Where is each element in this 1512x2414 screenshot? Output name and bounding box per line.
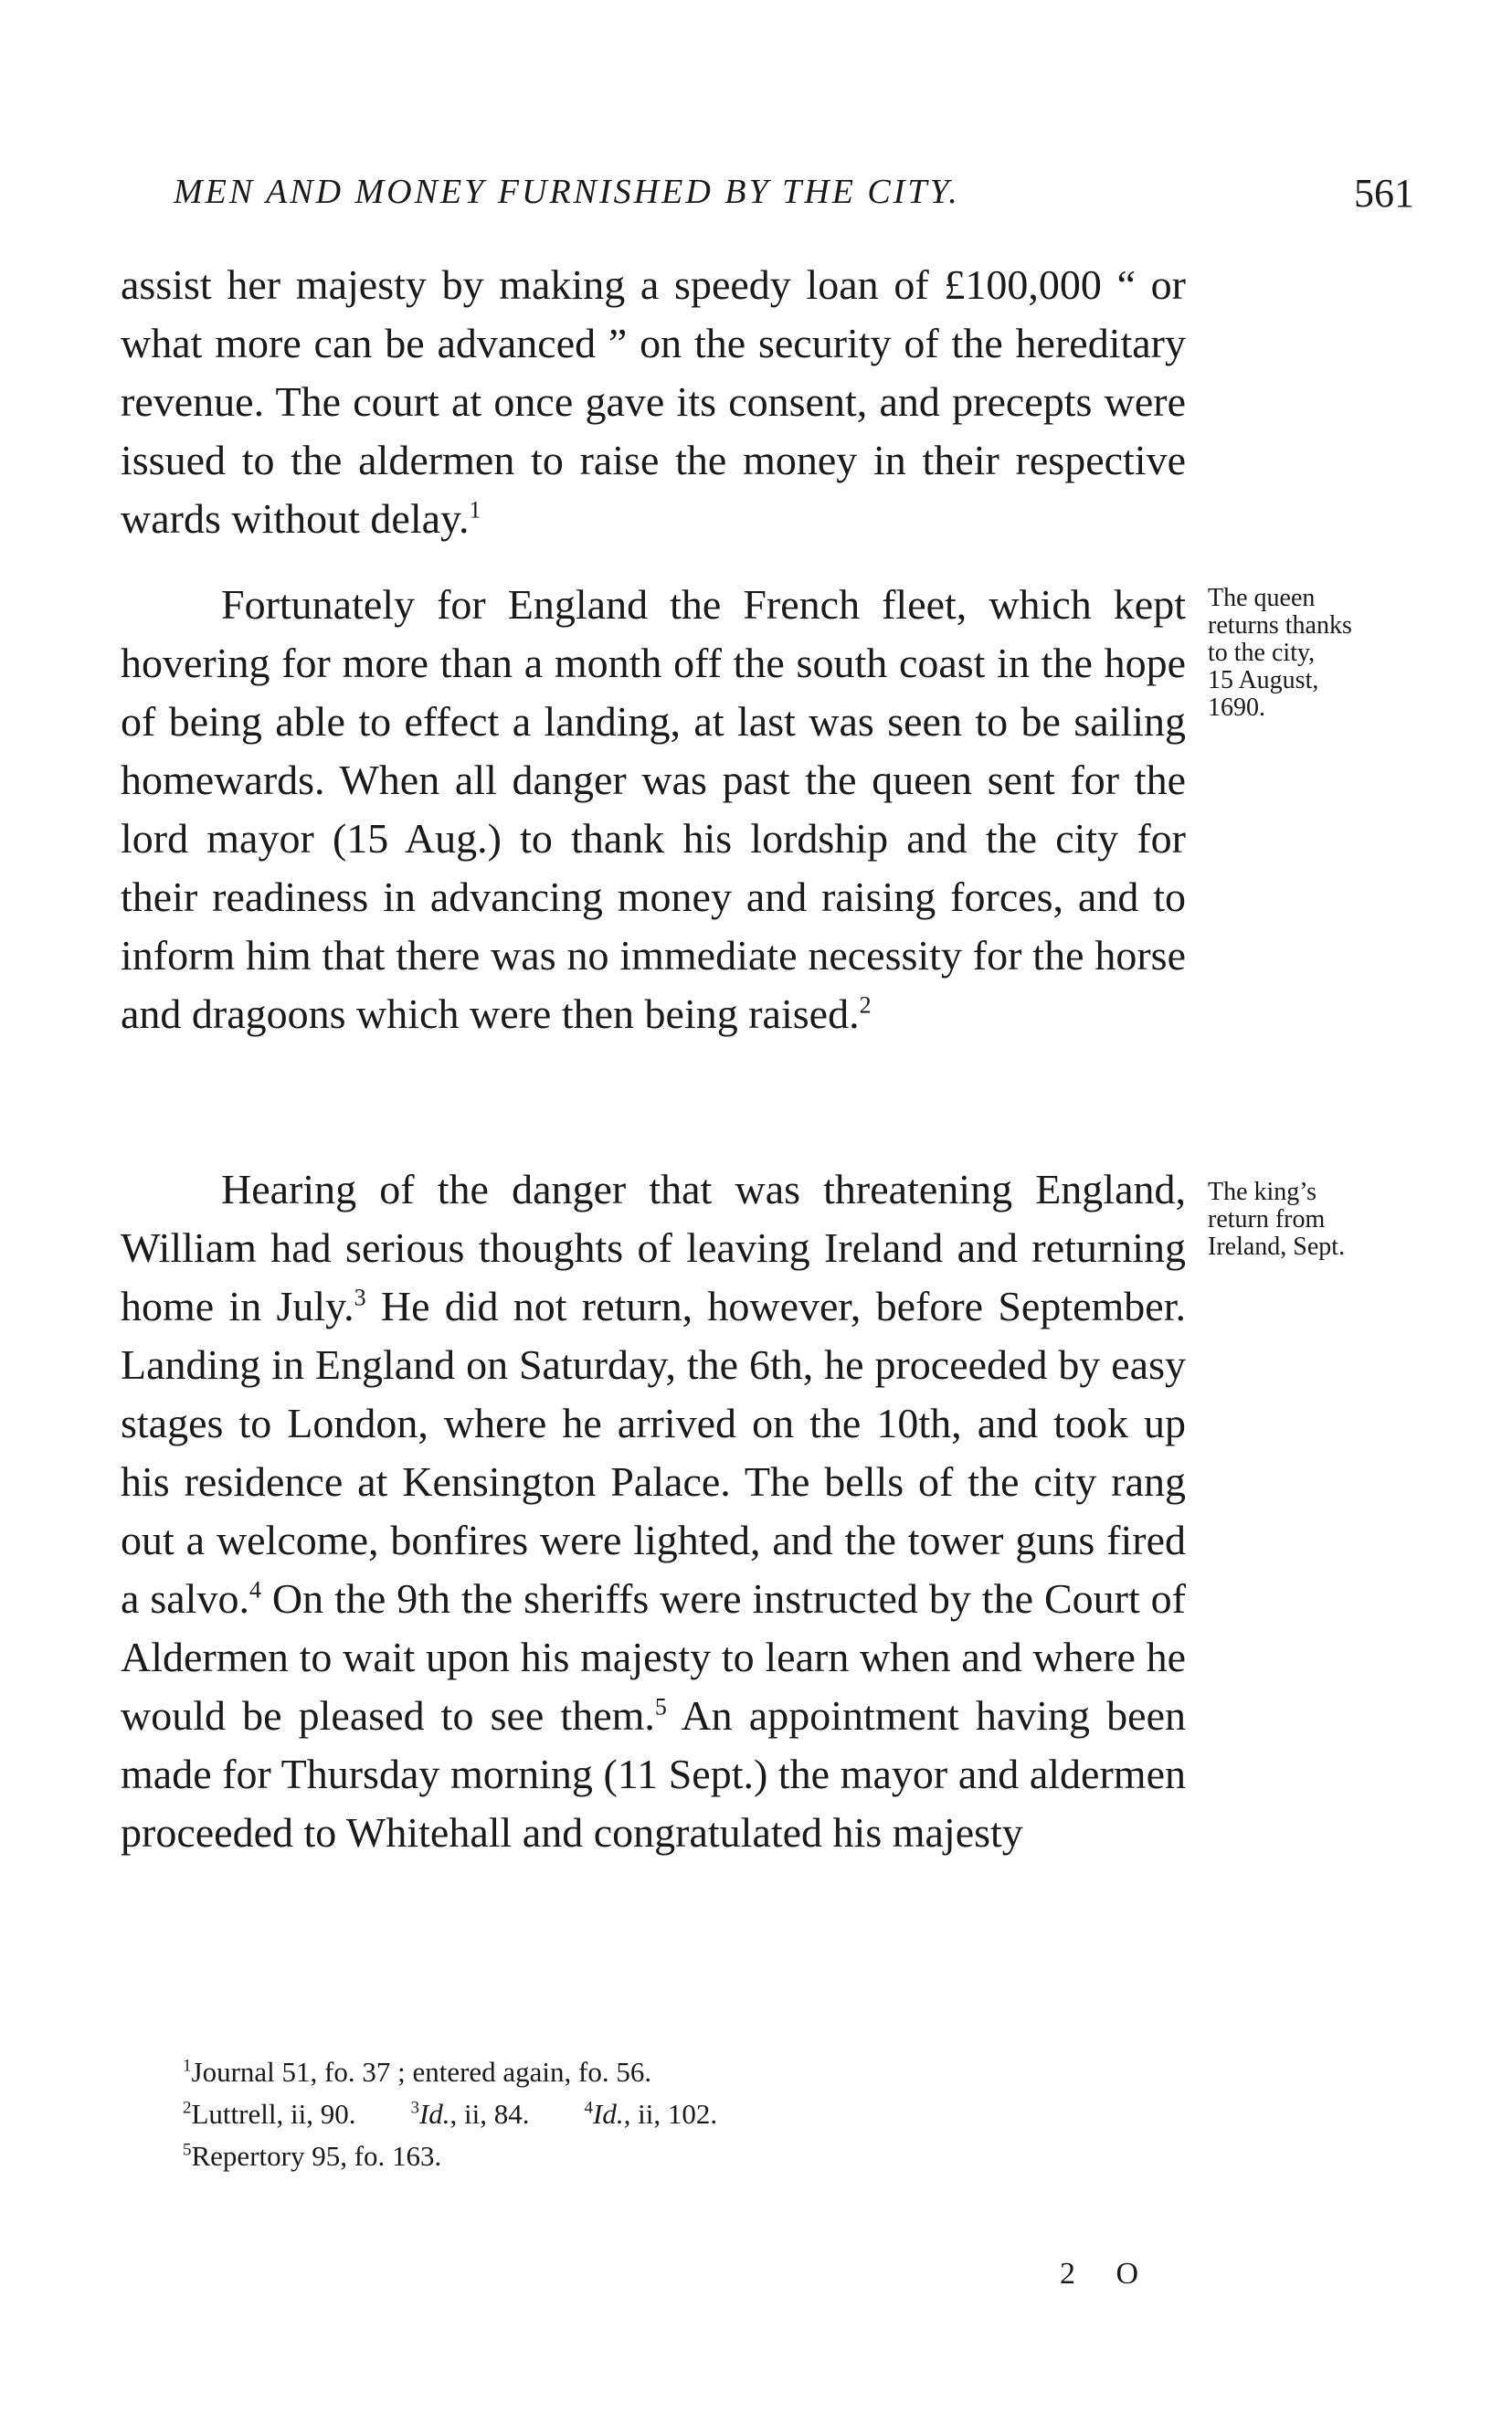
paragraph-3-text-part4: An appointment having been made for Thursday morning (11 Sept.) the mayor and aldermen proceeded to Whitehall and congratulated his majesty	[121, 1692, 1186, 1856]
side-note-2-line-3: Ireland, Sept.	[1208, 1233, 1346, 1261]
side-note-1-line-2: returns thanks	[1208, 611, 1352, 640]
footnote-1-text: Journal 51, fo. 37 ; entered again, fo. 56.	[191, 2056, 652, 2088]
footnote-mark-4: 4	[584, 2098, 594, 2118]
running-title: MEN AND MONEY FURNISHED BY THE CITY.	[174, 173, 960, 211]
paragraph-2	[121, 576, 1186, 1043]
paragraph-1-text: assist her majesty by making a speedy loan of £100,000 “ or what more can be advanced ” on the security of the hereditary revenue. The court at once gave its consent, and precepts were issued to the aldermen to raise the money in their respective wards without delay.	[121, 261, 1186, 542]
footnote-5-text: Repertory 95, fo. 163.	[191, 2140, 442, 2172]
footnotes	[183, 2051, 1151, 2177]
footnote-mark-5: 5	[183, 2140, 192, 2160]
paragraph-3-text-part2: He did not return, however, before September. Landing in England on Saturday, the 6th, he proceeded by easy stages to London, where he arrived on the 10th, and took up his residence at Kensington Palace. The bells of the city rang out a welcome, bonfires were lighted, and the tower guns fired a salvo.	[121, 1283, 1186, 1622]
footnote-4-id: Id.	[593, 2098, 624, 2130]
footnote-line-2	[183, 2093, 1151, 2135]
signature-mark: 2 O	[1060, 2257, 1156, 2291]
footnote-3-text: , ii, 84.	[449, 2098, 530, 2130]
footnote-3-id: Id.	[418, 2098, 450, 2130]
note-ref-5: 5	[654, 1693, 667, 1721]
paragraph-3-text-part1: Hearing of the danger that was threatening England, William had serious thoughts of leaving Ireland and returning home in July.	[121, 1166, 1186, 1329]
footnote-2-text: Luttrell, ii, 90.	[191, 2098, 356, 2130]
footnote-mark-2: 2	[183, 2098, 192, 2118]
paragraph-3	[121, 1160, 1186, 1862]
side-note-1-line-1: The queen	[1208, 584, 1316, 612]
paragraph-2-text: Fortunately for England the French fleet, which kept hovering for more than a month off the south coast in the hope of being able to effect a landing, at last was seen to be sailing homewards. When all danger was past the queen sent for the lord mayor (15 Aug.) to thank his lordship and the city for their readiness in advancing money and raising forces, and to inform him that there was no immediate necessity for the horse and dragoons which were then being raised.	[121, 581, 1186, 1037]
side-note-1-line-3: to the city,	[1208, 639, 1316, 667]
note-ref-1: 1	[469, 496, 481, 524]
note-ref-4: 4	[248, 1576, 261, 1604]
side-note-1-line-5: 1690.	[1208, 693, 1265, 722]
note-ref-2: 2	[859, 991, 872, 1019]
paragraph-3-text-part3: On the 9th the sheriffs were instructed by the Court of Aldermen to wait upon his majesty to learn when and where he would be pleased to see them.	[121, 1575, 1186, 1739]
side-note-king-return	[1208, 1179, 1473, 1261]
footnote-4-text: , ii, 102.	[623, 2098, 718, 2130]
side-note-queen-thanks	[1208, 585, 1473, 722]
side-note-2-line-2: return from	[1208, 1205, 1326, 1233]
footnote-mark-1: 1	[183, 2056, 192, 2076]
footnote-line-3	[183, 2135, 1151, 2177]
note-ref-3: 3	[354, 1284, 366, 1311]
page-number: 561	[1354, 171, 1414, 216]
footnote-mark-3: 3	[410, 2098, 419, 2118]
footnote-line-1	[183, 2051, 1151, 2093]
side-note-1-line-4: 15 August,	[1208, 666, 1319, 694]
side-note-2-line-1: The king’s	[1208, 1178, 1316, 1206]
paragraph-1	[121, 256, 1186, 548]
